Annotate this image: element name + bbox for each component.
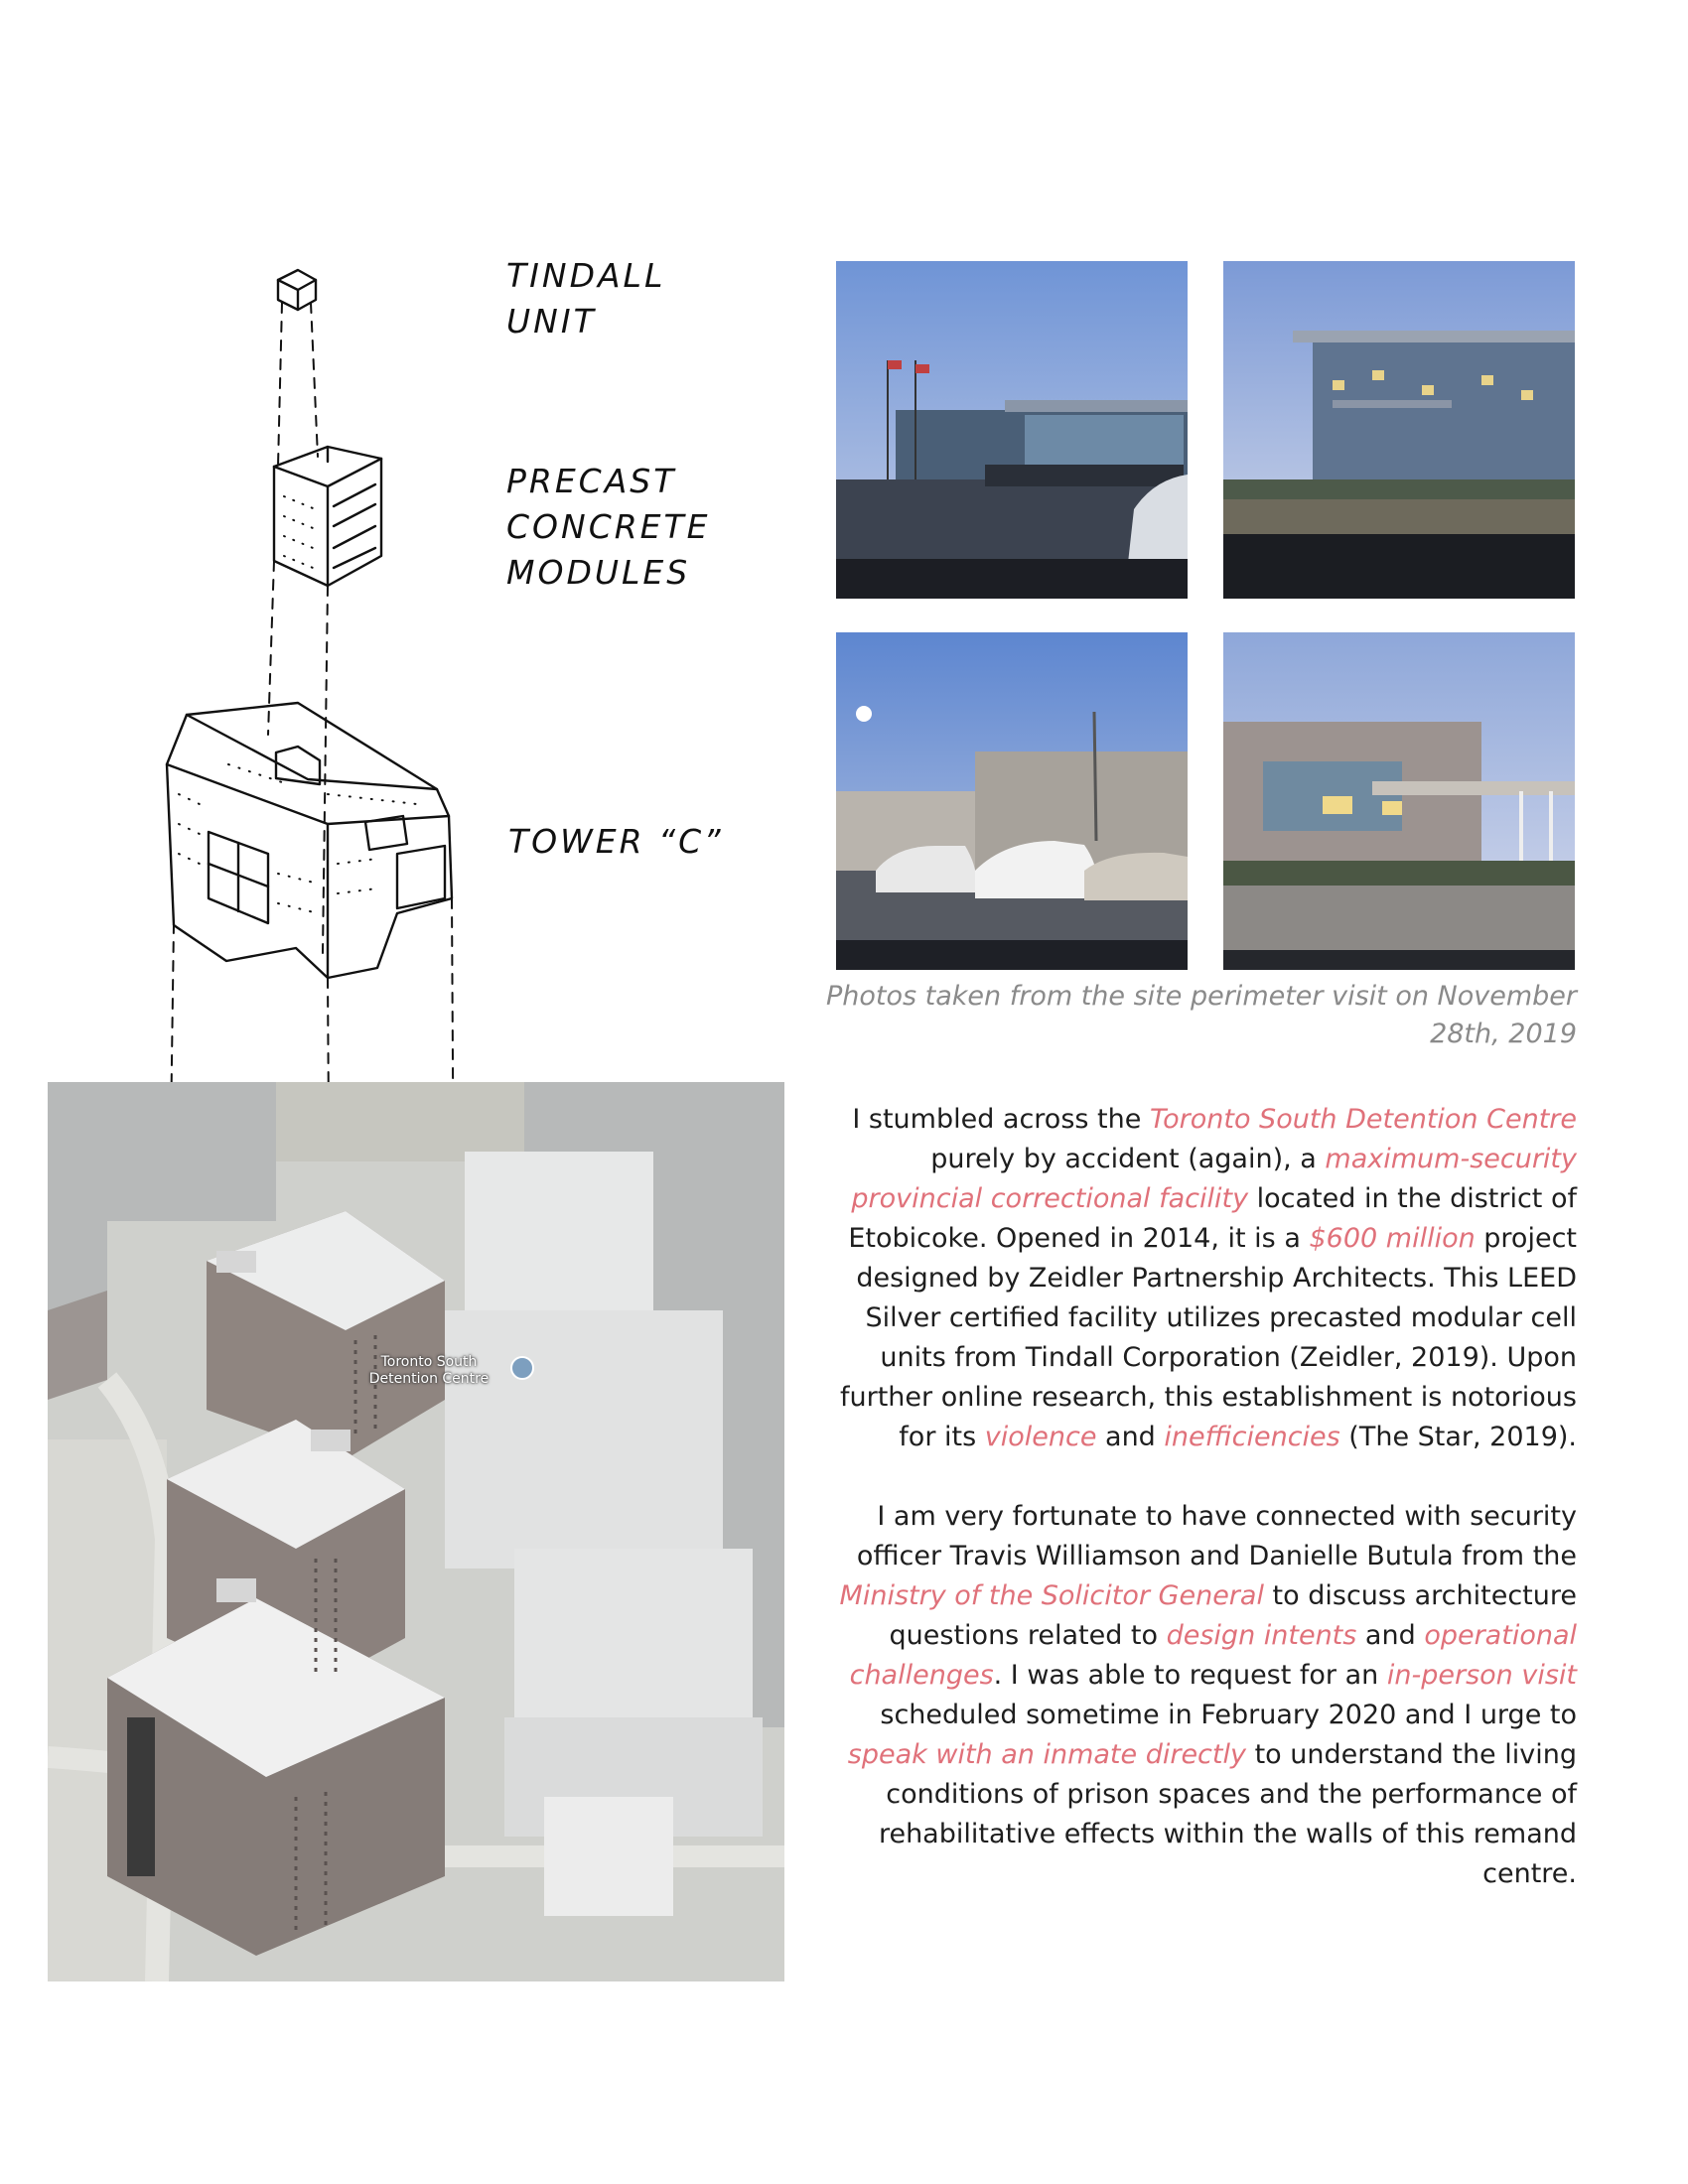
highlight-max-security: maximum-security provincial correctional facility: [851, 1144, 1577, 1214]
p1-text-2: purely by accident (again), a: [930, 1144, 1326, 1174]
highlight-design-intents: design intents: [1166, 1620, 1357, 1651]
precast-modules-drawing: [274, 447, 381, 586]
p1-text-4: project designed by Zeidler Partnership Architects. This LEED Silver certified facility utilizes precasted modular cell units from Tindall Corporation (Zeidler, 2019). Upon further online research, this establishment is notorious for its: [840, 1223, 1577, 1452]
p2-text-1: I am very fortunate to have connected with security officer Travis Williamson and Danielle Butula from the: [856, 1501, 1577, 1571]
p2-text-6: to understand the living conditions of prison spaces and the performance of rehabilitative effects within the walls of this remand centre.: [878, 1739, 1577, 1889]
tindall-unit-label: TINDALL UNIT: [506, 256, 666, 341]
photos-caption: Photos taken from the site perimeter visit on November 28th, 2019: [825, 981, 1577, 1049]
p1-text-3: located in the district of Etobicoke. Opened in 2014, it is a: [848, 1183, 1577, 1254]
contact-paragraph: [822, 1497, 1577, 1894]
site-photo-parking-lot: [836, 261, 1188, 599]
highlight-violence: violence: [984, 1422, 1097, 1452]
highlight-ministry: Ministry of the Solicitor General: [839, 1580, 1264, 1611]
aerial-map-image: [48, 1082, 784, 1981]
site-photo-entrance: [1223, 261, 1575, 599]
highlight-speak-with-inmate: speak with an inmate directly: [847, 1739, 1246, 1770]
projection-lines: [169, 303, 455, 1092]
highlight-inefficiencies: inefficiencies: [1164, 1422, 1340, 1452]
p2-text-4: . I was able to request for an: [993, 1660, 1387, 1691]
p2-text-5: scheduled sometime in February 2020 and I urge to: [880, 1700, 1577, 1730]
p2-text-2: to discuss architecture questions related to: [889, 1580, 1577, 1651]
intro-paragraph: [822, 1100, 1577, 1457]
precast-modules-label: PRECAST CONCRETE MODULES: [506, 462, 711, 592]
site-photo-cars: [836, 632, 1188, 970]
p1-text-5: and: [1096, 1422, 1165, 1452]
hospital-pin-icon: [511, 1357, 533, 1379]
p2-text-3: and: [1356, 1620, 1425, 1651]
tower-c-drawing: [167, 703, 452, 978]
highlight-cost: $600 million: [1309, 1223, 1476, 1254]
highlight-in-person-visit: in-person visit: [1386, 1660, 1577, 1691]
highlight-operational-challenges: operational challenges: [849, 1620, 1577, 1691]
map-pin-label: Toronto South Detention Centre: [368, 1354, 490, 1387]
site-photo-building-front: [1223, 632, 1575, 970]
p1-text-6: (The Star, 2019).: [1339, 1422, 1577, 1452]
highlight-tsdc: Toronto South Detention Centre: [1149, 1104, 1577, 1135]
tower-c-label: TOWER “C”: [508, 822, 724, 861]
p1-text-1: I stumbled across the: [852, 1104, 1150, 1135]
